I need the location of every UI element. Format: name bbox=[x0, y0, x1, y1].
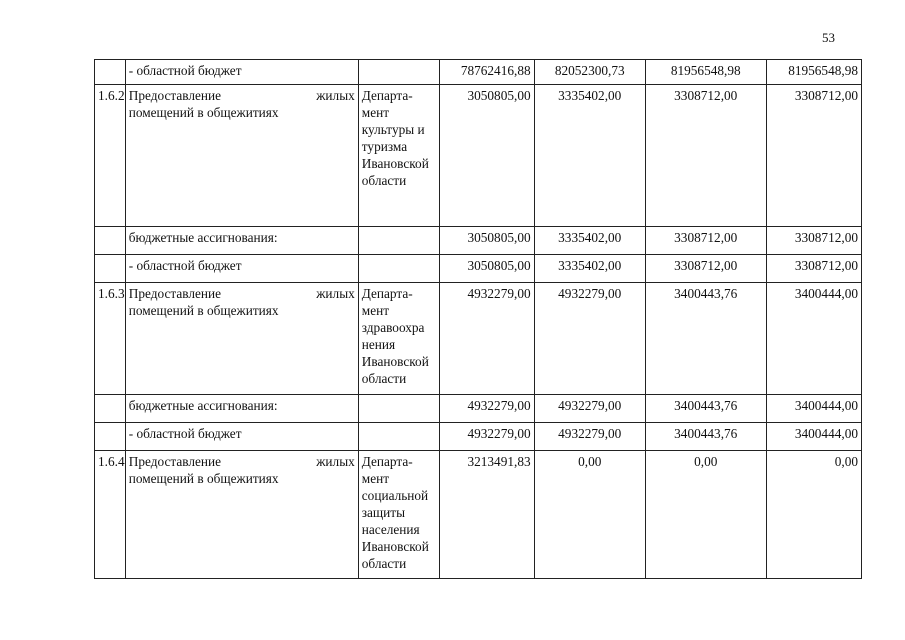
name-word: жилых bbox=[316, 454, 355, 469]
executor-line: мент bbox=[361, 303, 390, 318]
value-col-2: 4932279,00 bbox=[534, 283, 645, 395]
value-col-2: 3335402,00 bbox=[534, 255, 645, 283]
value-col-2: 3335402,00 bbox=[534, 85, 645, 227]
row-executor bbox=[358, 85, 440, 227]
value-col-1: 4932279,00 bbox=[440, 423, 534, 451]
row-executor bbox=[358, 395, 440, 423]
table-row bbox=[95, 423, 862, 451]
value-col-3: 0,00 bbox=[645, 451, 766, 579]
value-col-3: 3308712,00 bbox=[645, 255, 766, 283]
executor-line: Департа- bbox=[361, 454, 413, 469]
value-col-3: 3400443,76 bbox=[645, 395, 766, 423]
row-name: бюджетные ассигнования: bbox=[125, 227, 358, 255]
name-word: жилых bbox=[316, 286, 355, 301]
value-col-4: 3400444,00 bbox=[766, 395, 861, 423]
value-col-4: 0,00 bbox=[766, 451, 861, 579]
table-row bbox=[95, 395, 862, 423]
name-word: Предоставление bbox=[128, 286, 221, 301]
table-row bbox=[95, 255, 862, 283]
value-col-4: 3308712,00 bbox=[766, 85, 861, 227]
row-executor bbox=[358, 423, 440, 451]
table-row bbox=[95, 85, 862, 227]
row-name: - областной бюджет bbox=[125, 60, 358, 85]
row-number bbox=[95, 227, 126, 255]
name-rest: помещений в общежитиях bbox=[128, 303, 279, 318]
value-col-2: 4932279,00 bbox=[534, 423, 645, 451]
value-col-3: 81956548,98 bbox=[645, 60, 766, 85]
executor-line: области bbox=[361, 556, 407, 571]
value-col-4: 3308712,00 bbox=[766, 227, 861, 255]
row-name bbox=[125, 85, 358, 227]
row-number: 1.6.4 bbox=[95, 451, 126, 579]
row-executor bbox=[358, 255, 440, 283]
row-executor bbox=[358, 451, 440, 579]
executor-line: Ивановской bbox=[361, 539, 429, 554]
value-col-2: 0,00 bbox=[534, 451, 645, 579]
value-col-1: 4932279,00 bbox=[440, 395, 534, 423]
executor-line: Департа- bbox=[361, 286, 413, 301]
page-number: 53 bbox=[822, 30, 835, 45]
value-col-4: 3308712,00 bbox=[766, 255, 861, 283]
executor-line: мент bbox=[361, 105, 390, 120]
value-col-3: 3308712,00 bbox=[645, 85, 766, 227]
value-col-2: 3335402,00 bbox=[534, 227, 645, 255]
executor-line: нения bbox=[361, 337, 396, 352]
executor-line: здравоохра bbox=[361, 320, 425, 335]
row-name: - областной бюджет bbox=[125, 255, 358, 283]
name-word: Предоставление bbox=[128, 88, 221, 103]
value-col-4: 3400444,00 bbox=[766, 283, 861, 395]
budget-table bbox=[94, 59, 862, 579]
executor-line: области bbox=[361, 371, 407, 386]
value-col-2: 4932279,00 bbox=[534, 395, 645, 423]
name-word: жилых bbox=[316, 88, 355, 103]
row-number: 1.6.3 bbox=[95, 283, 126, 395]
executor-line: Департа- bbox=[361, 88, 413, 103]
table-row bbox=[95, 60, 862, 85]
row-number bbox=[95, 255, 126, 283]
row-number bbox=[95, 423, 126, 451]
row-name bbox=[125, 283, 358, 395]
value-col-1: 3050805,00 bbox=[440, 227, 534, 255]
name-rest: помещений в общежитиях bbox=[128, 105, 279, 120]
executor-line: защиты bbox=[361, 505, 406, 520]
value-col-4: 81956548,98 bbox=[766, 60, 861, 85]
value-col-1: 78762416,88 bbox=[440, 60, 534, 85]
row-name: - областной бюджет bbox=[125, 423, 358, 451]
row-number bbox=[95, 60, 126, 85]
executor-line: культуры и bbox=[361, 122, 425, 137]
value-col-1: 3050805,00 bbox=[440, 85, 534, 227]
executor-line: области bbox=[361, 173, 407, 188]
row-name: бюджетные ассигнования: bbox=[125, 395, 358, 423]
executor-line: туризма bbox=[361, 139, 408, 154]
row-executor bbox=[358, 227, 440, 255]
table-row bbox=[95, 227, 862, 255]
value-col-2: 82052300,73 bbox=[534, 60, 645, 85]
value-col-4: 3400444,00 bbox=[766, 423, 861, 451]
value-col-3: 3308712,00 bbox=[645, 227, 766, 255]
executor-line: социальной bbox=[361, 488, 429, 503]
value-col-1: 3050805,00 bbox=[440, 255, 534, 283]
row-number bbox=[95, 395, 126, 423]
row-number: 1.6.2 bbox=[95, 85, 126, 227]
row-executor bbox=[358, 283, 440, 395]
executor-line: населения bbox=[361, 522, 420, 537]
executor-line: мент bbox=[361, 471, 390, 486]
name-word: Предоставление bbox=[128, 454, 221, 469]
table-row bbox=[95, 451, 862, 579]
row-name bbox=[125, 451, 358, 579]
value-col-1: 3213491,83 bbox=[440, 451, 534, 579]
executor-line: Ивановской bbox=[361, 156, 429, 171]
executor-line: Ивановской bbox=[361, 354, 429, 369]
row-executor bbox=[358, 60, 440, 85]
value-col-3: 3400443,76 bbox=[645, 283, 766, 395]
name-rest: помещений в общежитиях bbox=[128, 471, 279, 486]
table-row bbox=[95, 283, 862, 395]
value-col-3: 3400443,76 bbox=[645, 423, 766, 451]
value-col-1: 4932279,00 bbox=[440, 283, 534, 395]
